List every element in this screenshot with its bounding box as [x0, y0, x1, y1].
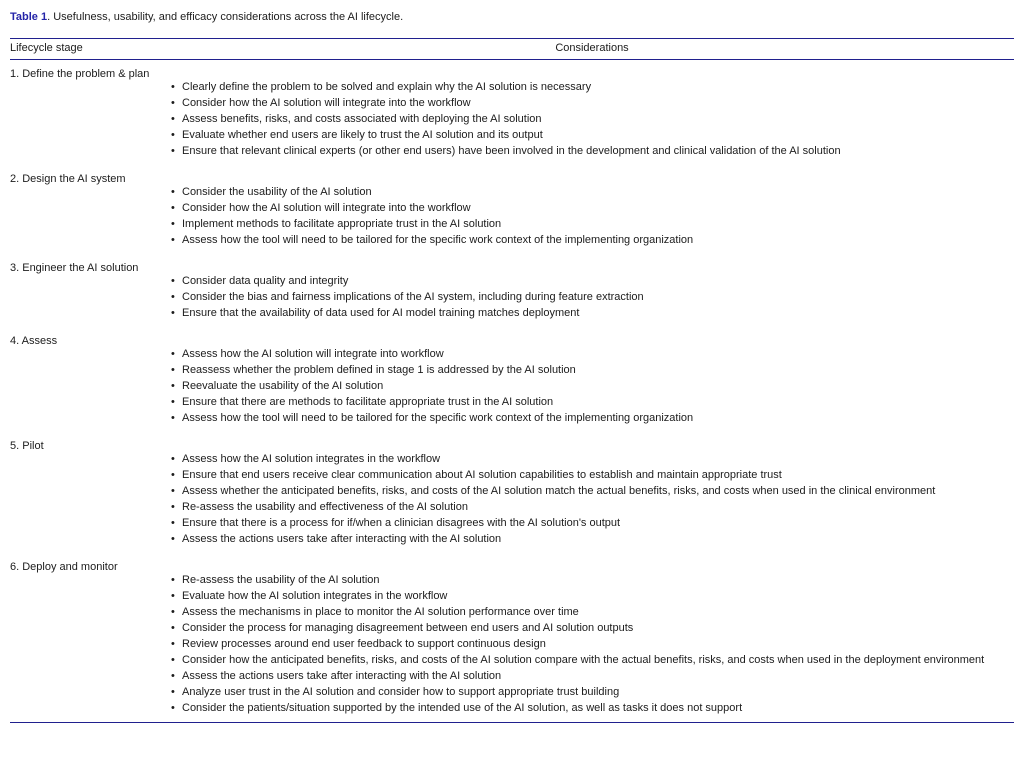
bullet-icon: •	[171, 291, 175, 303]
consideration-text: Ensure that relevant clinical experts (or other end users) have been involved in the development and clinical validation of the AI solution	[182, 145, 841, 157]
consideration-text: Assess whether the anticipated benefits, risks, and costs of the AI solution match the actual benefits, risks, and costs when used in the clinical environment	[182, 485, 936, 497]
bullet-icon: •	[171, 606, 175, 618]
lifecycle-stage-cell: 5. Pilot	[10, 440, 44, 452]
consideration-item	[170, 202, 1014, 215]
bullet-icon: •	[171, 275, 175, 287]
consideration-text: Assess how the AI solution integrates in the workflow	[182, 453, 441, 465]
consideration-item	[170, 590, 1014, 603]
consideration-text: Assess the actions users take after interacting with the AI solution	[182, 533, 502, 545]
considerations-list	[170, 275, 1014, 320]
consideration-text: Evaluate how the AI solution integrates in the workflow	[182, 590, 448, 602]
consideration-item	[170, 113, 1014, 126]
considerations-list	[170, 453, 1014, 546]
bullet-icon: •	[171, 453, 175, 465]
bullet-icon: •	[171, 202, 175, 214]
consideration-text: Assess how the AI solution will integrate into workflow	[182, 348, 444, 360]
consideration-item	[170, 307, 1014, 320]
consideration-text: Clearly define the problem to be solved and explain why the AI solution is necessary	[182, 81, 592, 93]
consideration-item	[170, 702, 1014, 715]
consideration-text: Consider the bias and fairness implications of the AI system, including during feature extraction	[182, 291, 644, 303]
consideration-item	[170, 364, 1014, 377]
bullet-icon: •	[171, 412, 175, 424]
consideration-item	[170, 670, 1014, 683]
consideration-text: Ensure that there is a process for if/when a clinician disagrees with the AI solution's output	[182, 517, 621, 529]
consideration-item	[170, 606, 1014, 619]
lifecycle-stage-cell: 2. Design the AI system	[10, 173, 126, 185]
consideration-text: Consider data quality and integrity	[182, 275, 349, 287]
consideration-text: Assess the actions users take after interacting with the AI solution	[182, 670, 502, 682]
consideration-item	[170, 380, 1014, 393]
table-row	[10, 60, 1014, 165]
consideration-item	[170, 622, 1014, 635]
consideration-text: Consider how the AI solution will integrate into the workflow	[182, 97, 471, 109]
consideration-item	[170, 654, 1014, 667]
consideration-item	[170, 453, 1014, 466]
consideration-item	[170, 485, 1014, 498]
consideration-item	[170, 469, 1014, 482]
table-row	[10, 254, 1014, 327]
consideration-text: Consider how the anticipated benefits, risks, and costs of the AI solution compare with the actual benefits, risks, and costs when used in the deployment environment	[182, 654, 985, 666]
table-row	[10, 553, 1014, 722]
consideration-text: Review processes around end user feedback to support continuous design	[182, 638, 546, 650]
lifecycle-stage-cell: 6. Deploy and monitor	[10, 561, 118, 573]
bullet-icon: •	[171, 469, 175, 481]
bullet-icon: •	[171, 129, 175, 141]
bullet-icon: •	[171, 654, 175, 666]
consideration-text: Reevaluate the usability of the AI solution	[182, 380, 384, 392]
consideration-item	[170, 129, 1014, 142]
consideration-item	[170, 145, 1014, 158]
bullet-icon: •	[171, 145, 175, 157]
bullet-icon: •	[171, 517, 175, 529]
consideration-text: Re-assess the usability and effectiveness of the AI solution	[182, 501, 468, 513]
table-row	[10, 432, 1014, 553]
bullet-icon: •	[171, 218, 175, 230]
table-caption	[10, 10, 1014, 24]
table-row	[10, 327, 1014, 432]
bullet-icon: •	[171, 113, 175, 125]
table-body	[10, 60, 1014, 722]
consideration-text: Implement methods to facilitate appropriate trust in the AI solution	[182, 218, 502, 230]
consideration-item	[170, 686, 1014, 699]
consideration-text: Ensure that there are methods to facilitate appropriate trust in the AI solution	[182, 396, 554, 408]
bullet-icon: •	[171, 234, 175, 246]
consideration-item	[170, 533, 1014, 546]
consideration-item	[170, 396, 1014, 409]
bullet-icon: •	[171, 307, 175, 319]
consideration-item	[170, 275, 1014, 288]
consideration-text: Assess how the tool will need to be tailored for the specific work context of the implementing organization	[182, 234, 694, 246]
column-header-considerations: Considerations	[555, 42, 629, 54]
bullet-icon: •	[171, 533, 175, 545]
considerations-list	[170, 348, 1014, 425]
considerations-list	[170, 574, 1014, 715]
bullet-icon: •	[171, 622, 175, 634]
consideration-text: Evaluate whether end users are likely to trust the AI solution and its output	[182, 129, 543, 141]
consideration-item	[170, 638, 1014, 651]
consideration-text: Consider the process for managing disagreement between end users and AI solution outputs	[182, 622, 634, 634]
bullet-icon: •	[171, 485, 175, 497]
consideration-item	[170, 348, 1014, 361]
consideration-item	[170, 517, 1014, 530]
lifecycle-considerations-table	[10, 38, 1014, 723]
consideration-item	[170, 218, 1014, 231]
bullet-icon: •	[171, 638, 175, 650]
bullet-icon: •	[171, 670, 175, 682]
consideration-text: Reassess whether the problem defined in stage 1 is addressed by the AI solution	[182, 364, 576, 376]
consideration-text: Assess how the tool will need to be tailored for the specific work context of the implementing organization	[182, 412, 694, 424]
lifecycle-stage-cell: 1. Define the problem & plan	[10, 68, 150, 80]
consideration-text: Analyze user trust in the AI solution and consider how to support appropriate trust building	[182, 686, 620, 698]
consideration-text: Ensure that end users receive clear communication about AI solution capabilities to establish and maintain appropriate trust	[182, 469, 782, 481]
table-caption-text: . Usefulness, usability, and efficacy considerations across the AI lifecycle.	[47, 11, 404, 23]
consideration-text: Consider the patients/situation supported by the intended use of the AI solution, as well as tasks it does not support	[182, 702, 743, 714]
consideration-item	[170, 501, 1014, 514]
lifecycle-stage-cell: 3. Engineer the AI solution	[10, 262, 139, 274]
bullet-icon: •	[171, 186, 175, 198]
consideration-item	[170, 97, 1014, 110]
consideration-item	[170, 234, 1014, 247]
bullet-icon: •	[171, 81, 175, 93]
lifecycle-stage-cell: 4. Assess	[10, 335, 58, 347]
consideration-text: Re-assess the usability of the AI solution	[182, 574, 380, 586]
consideration-text: Assess the mechanisms in place to monitor the AI solution performance over time	[182, 606, 579, 618]
table-header-row	[10, 39, 1014, 60]
column-header-lifecycle-stage: Lifecycle stage	[10, 42, 83, 54]
consideration-item	[170, 186, 1014, 199]
bullet-icon: •	[171, 348, 175, 360]
consideration-text: Consider how the AI solution will integrate into the workflow	[182, 202, 471, 214]
consideration-item	[170, 291, 1014, 304]
table-caption-label: Table 1	[10, 11, 48, 23]
consideration-text: Ensure that the availability of data used for AI model training matches deployment	[182, 307, 580, 319]
consideration-item	[170, 81, 1014, 94]
bullet-icon: •	[171, 364, 175, 376]
bullet-icon: •	[171, 702, 175, 714]
consideration-text: Consider the usability of the AI solution	[182, 186, 372, 198]
bullet-icon: •	[171, 396, 175, 408]
table-row	[10, 165, 1014, 254]
considerations-list	[170, 186, 1014, 247]
considerations-list	[170, 81, 1014, 158]
bullet-icon: •	[171, 97, 175, 109]
bullet-icon: •	[171, 501, 175, 513]
bullet-icon: •	[171, 574, 175, 586]
consideration-item	[170, 574, 1014, 587]
bullet-icon: •	[171, 590, 175, 602]
bullet-icon: •	[171, 686, 175, 698]
consideration-text: Assess benefits, risks, and costs associated with deploying the AI solution	[182, 113, 542, 125]
consideration-item	[170, 412, 1014, 425]
bullet-icon: •	[171, 380, 175, 392]
